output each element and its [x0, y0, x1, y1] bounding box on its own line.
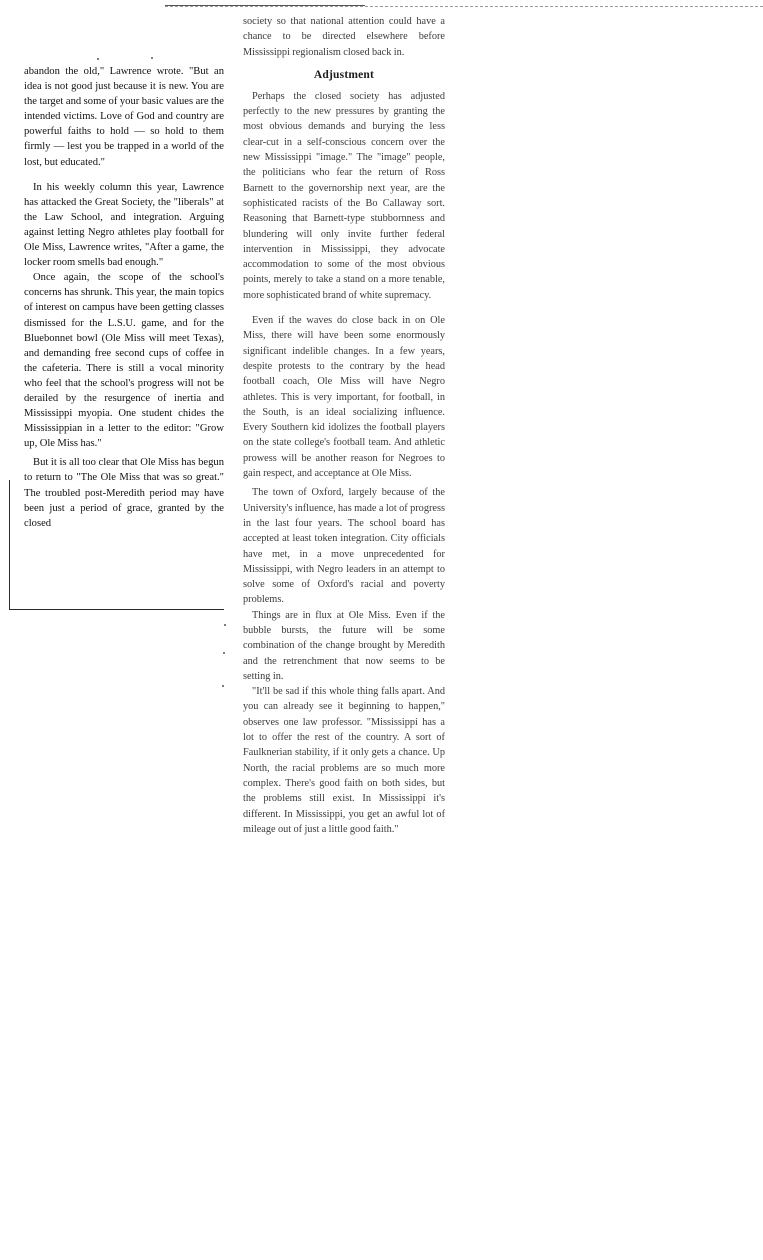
left-column	[24, 64, 224, 531]
right-paragraph-4: Things are in flux at Ole Miss. Even if the bubble bursts, the future will be some combination of the change brought by Meredith and the retrenchment that now seems to be setting in.	[243, 609, 445, 682]
margin-vertical-rule	[9, 480, 10, 610]
right-paragraph-2: Even if the waves do close back in on Ole Miss, there will have been some enormously significant indelible changes. In a few years, despite protests to the contrary by the head football coach, Ole Miss will have Negro athletes. This is very important, for football, in the South, is an ideal socializing influence. Every Southern kid idolizes the football players on the state college's football team. And athletic prowess will be another reason for Negroes to gain respect, and acceptance at Ole Miss.	[243, 315, 445, 480]
right-paragraph-5: "It'll be sad if this whole thing falls apart. And you can already see it beginning to happen," observes one law professor. "Mississippi has a lot to offer the rest of the country. A sort of Faulknerian stability, if it only gets a chance. Up North, the racial problems are so much more complex. There's good faith on both sides, but the problems still exist. In Mississippi it's different. In Mississippi, you get an awful lot of mileage out of just a little good faith."	[243, 686, 445, 835]
print-speck	[224, 624, 226, 626]
column-end-rule	[9, 609, 224, 610]
left-paragraph-2: In his weekly column this year, Lawrence has attacked the Great Society, the "liberals" at the Law School, and integration. Arguing against letting Negro athletes play football for Ole Miss, Lawrence writes, "After a game, the locker room smells bad enough."	[24, 181, 224, 269]
top-dashed-rule	[165, 6, 763, 7]
right-column	[243, 14, 445, 837]
section-heading: Adjustment	[313, 68, 375, 81]
right-intro-paragraph: society so that national attention could have a chance to be directed elsewhere before Mississippi regionalism closed back in.	[243, 16, 445, 58]
print-speck	[222, 685, 224, 687]
print-speck	[223, 652, 225, 654]
right-paragraph-3: The town of Oxford, largely because of the University's influence, has made a lot of progress in the last four years. The school board has accepted at least token integration. City officials have met, in a move unprecedented for Mississippi, with Negro leaders in an attempt to solve some of Oxford's racial and poverty problems.	[243, 487, 445, 606]
print-speck	[151, 57, 153, 59]
left-paragraph-1: abandon the old," Lawrence wrote. "But an idea is not good just because it is new. You are the target and some of your basic values are the intended victims. Love of God and country are powerful faiths to hold — so hold to them firmly — lest you be trapped in a world of the lost, but educated."	[24, 66, 224, 168]
left-paragraph-4: But it is all too clear that Ole Miss has begun to return to "The Ole Miss that was so great." The troubled post-Meredith period may have been just a period of grace, granted by the closed	[24, 457, 224, 529]
right-paragraph-1: Perhaps the closed society has adjusted perfectly to the new pressures by granting the most obvious demands and burying the less clear-cut in a self-conscious concern over the new Mississippi "image." The "image" people, the politicians who fear the return of Ross Barnett to the governorship next year, are the sophisticated racists of the Bo Callaway sort. Reasoning that Barnett-type stubbornness and blundering will only invite further federal intervention in Mississippi, they advocate accommodation to some of the most obvious points, merely to take a stand on a more tenable, more sophisticated brand of white supremacy.	[243, 90, 445, 301]
top-solid-rule	[165, 5, 365, 6]
print-speck	[97, 58, 99, 60]
left-paragraph-3: Once again, the scope of the school's concerns has shrunk. This year, the main topics of interest on campus have been getting classes dismissed for the L.S.U. game, and for the Bluebonnet bowl (Ole Miss will meet Texas), and demanding free second cups of coffee in the cafeteria. There is still a vocal minority who feel that the school's progress will not be derailed by the resurgence of inertia and Mississippi myopia. One student chides the Mississippian in a letter to the editor: "Grow up, Ole Miss has."	[24, 272, 224, 450]
